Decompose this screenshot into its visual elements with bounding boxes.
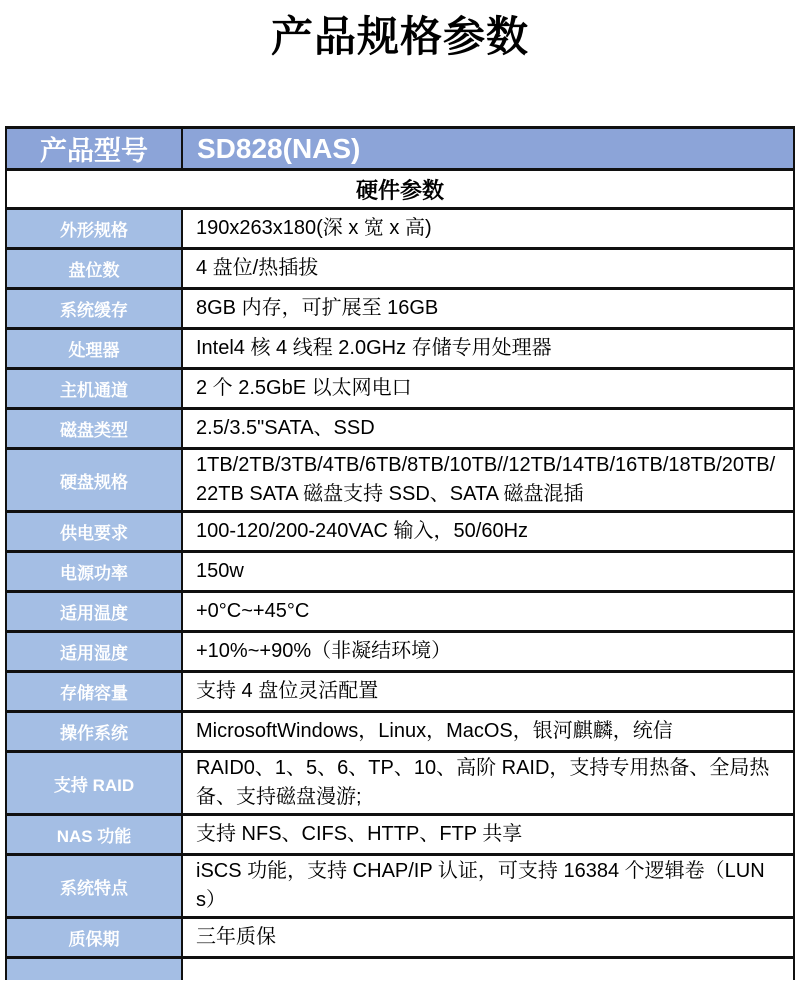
spec-label: 操作系统 [6,712,182,752]
spec-value: 4 盘位/热插拔 [182,249,794,289]
spec-value: 100-120/200-240VAC 输入，50/60Hz [182,512,794,552]
table-row [6,752,794,815]
table-row [6,449,794,512]
spec-label: 处理器 [6,329,182,369]
table-row [6,632,794,672]
spec-value: 2 个 2.5GbE 以太网电口 [182,369,794,409]
spec-value: 三年质保 [182,918,794,958]
spec-label: 存储容量 [6,672,182,712]
partial-label-cell [6,958,182,980]
table-row [6,329,794,369]
spec-sheet-page [0,4,800,991]
partial-value-cell [182,958,794,980]
spec-value: 支持 4 盘位灵活配置 [182,672,794,712]
table-row [6,209,794,249]
product-model-value: SD828(NAS) [182,128,794,170]
spec-value: +10%~+90%（非凝结环境） [182,632,794,672]
spec-label: 适用温度 [6,592,182,632]
spec-value: 1TB/2TB/3TB/4TB/6TB/8TB/10TB//12TB/14TB/16TB/18TB/20TB/22TB SATA 磁盘支持 SSD、SATA 磁盘混插 [182,449,794,512]
spec-label: 适用湿度 [6,632,182,672]
product-model-header-label: 产品型号 [6,128,182,170]
spec-value: 2.5/3.5"SATA、SSD [182,409,794,449]
spec-value: 支持 NFS、CIFS、HTTP、FTP 共享 [182,815,794,855]
page-title: 产品规格参数 [270,13,529,60]
table-row [6,369,794,409]
table-row [6,552,794,592]
product-model-row [6,128,794,170]
spec-value: 190x263x180(深 x 宽 x 高) [182,209,794,249]
spec-value: +0°C~+45°C [182,592,794,632]
spec-value: iSCS 功能，支持 CHAP/IP 认证，可支持 16384 个逻辑卷（LUNs） [182,855,794,918]
table-row [6,289,794,329]
spec-label: 盘位数 [6,249,182,289]
table-row [6,712,794,752]
spec-label: 系统特点 [6,855,182,918]
table-row [6,409,794,449]
section-title: 硬件参数 [6,170,794,209]
spec-table [5,126,795,980]
section-header-row [6,170,794,209]
spec-label: 质保期 [6,918,182,958]
spec-label: 主机通道 [6,369,182,409]
table-row [6,855,794,918]
spec-label: 供电要求 [6,512,182,552]
spec-value: MicrosoftWindows，Linux，MacOS，银河麒麟，统信 [182,712,794,752]
spec-value: Intel4 核 4 线程 2.0GHz 存储专用处理器 [182,329,794,369]
spec-label: 磁盘类型 [6,409,182,449]
partial-next-row [6,958,794,980]
table-row [6,249,794,289]
spec-label: 外形规格 [6,209,182,249]
spec-label: NAS 功能 [6,815,182,855]
table-row [6,592,794,632]
spec-value: 150w [182,552,794,592]
table-row [6,918,794,958]
spec-label: 硬盘规格 [6,449,182,512]
spec-label: 支持 RAID [6,752,182,815]
spec-label: 电源功率 [6,552,182,592]
spec-table-body [6,209,794,958]
spec-value: RAID0、1、5、6、TP、10、高阶 RAID，支持专用热备、全局热备、支持磁盘漫游; [182,752,794,815]
table-row [6,672,794,712]
table-row [6,512,794,552]
spec-value: 8GB 内存，可扩展至 16GB [182,289,794,329]
spec-label: 系统缓存 [6,289,182,329]
table-row [6,815,794,855]
